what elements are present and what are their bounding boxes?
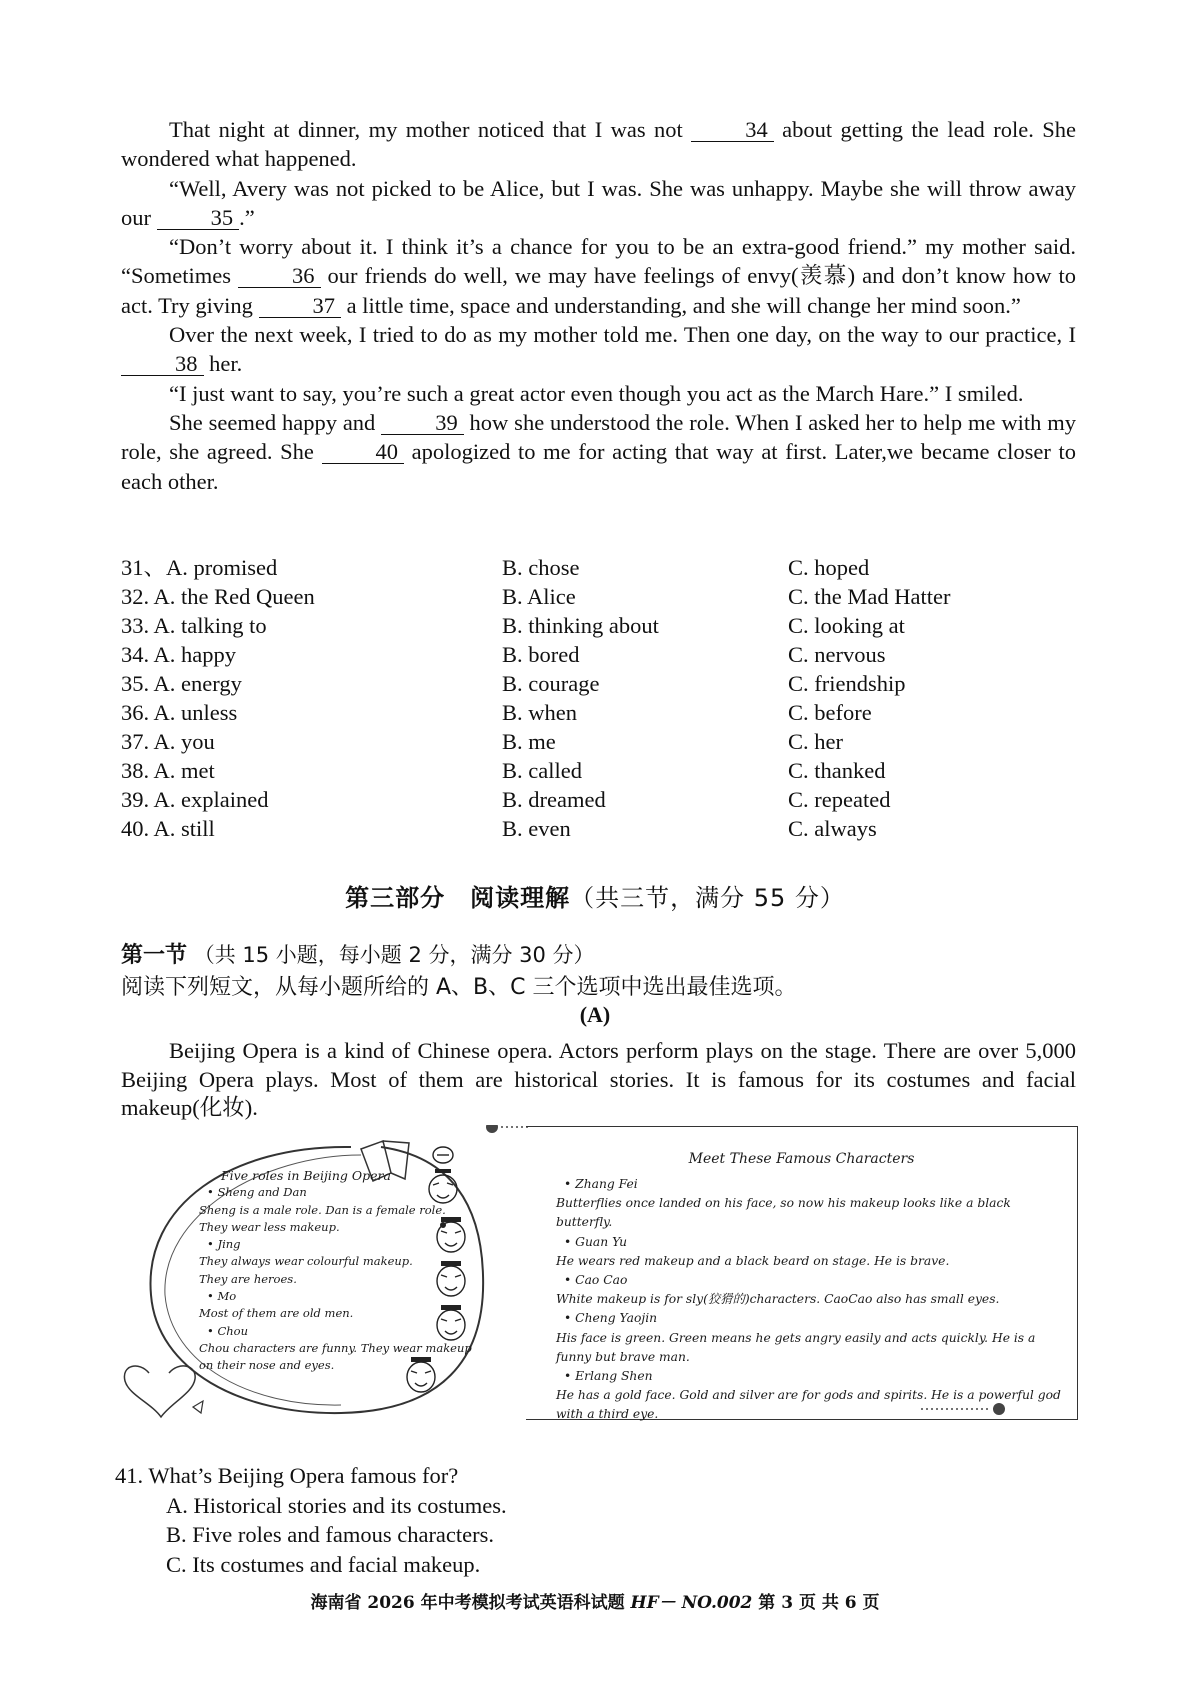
section-1-label: 第一节 <box>121 943 188 968</box>
character-name: • Cao Cao <box>564 1271 1066 1290</box>
character-name: • Zhang Fei <box>564 1175 1066 1194</box>
character-desc: He has a gold face. Gold and silver are for gods and spirits. He is a powerful god with a third eye. <box>556 1388 1061 1422</box>
role-desc: They are heroes. <box>199 1271 297 1286</box>
blank-36: 36 <box>238 265 321 288</box>
heart-icon <box>124 1366 195 1417</box>
option-c: C. looking at <box>788 613 905 638</box>
bead-icon <box>486 1125 498 1133</box>
option-b: B. me <box>502 729 556 754</box>
blank-39: 39 <box>381 412 464 435</box>
character-desc: His face is green. Green means he gets angry easily and acts quickly. He is a funny but brave man. <box>556 1330 1036 1364</box>
paragraph-6 <box>121 408 1076 496</box>
paragraph-2 <box>121 174 1076 233</box>
text: how she understood the role. When I asked her to help me with my role, she agreed. She <box>121 409 1076 465</box>
passage-a-label: (A) <box>579 1002 611 1027</box>
option-b: B. called <box>502 758 582 783</box>
text: .” <box>239 204 255 230</box>
role-desc: Chou characters are funny. They wear makeup <box>199 1340 472 1355</box>
answer-c: C. Its costumes and facial makeup. <box>166 1551 481 1577</box>
text: That night at dinner, my mother noticed that I was not <box>169 117 692 142</box>
option-a: 34. A. happy <box>121 642 236 667</box>
option-c: C. nervous <box>788 642 886 667</box>
option-row <box>121 814 1076 843</box>
role-desc: Most of them are old men. <box>199 1306 354 1321</box>
part-3-title <box>0 878 1190 913</box>
roles-card <box>199 1167 529 1375</box>
section-1-heading <box>121 938 595 969</box>
footer-code: HF－ NO.002 <box>630 1593 753 1613</box>
paragraph-4 <box>121 320 1076 379</box>
option-a: 33. A. talking to <box>121 613 267 638</box>
option-a: 35. A. energy <box>121 671 242 696</box>
section-1-instruction: 阅读下列短文，从每小题所给的 A、B、C 三个选项中选出最佳选项。 <box>121 975 797 1000</box>
famous-card-body <box>556 1175 1066 1425</box>
role-name: • Sheng and Dan <box>207 1184 529 1201</box>
option-row <box>121 611 1076 640</box>
option-row <box>121 785 1076 814</box>
option-row <box>121 553 1076 582</box>
option-c: C. always <box>788 816 877 841</box>
text: a little time, space and understanding, and she will change her mind soon.” <box>341 292 1021 318</box>
part-3-title-detail: （共三节，满分 55 分） <box>570 884 845 912</box>
cloze-passage <box>121 115 1076 496</box>
option-a: 39. A. explained <box>121 787 269 812</box>
text: “Don’t worry about it. I think it’s a chance for you to be an extra-good friend.” my mother said. “Sometimes <box>121 234 1076 289</box>
text: “Well, Avery was not picked to be Alice, but I was. She was unhappy. Maybe she will throw away our <box>121 175 1076 230</box>
character-desc: White makeup is for sly(狡猾的)characters. CaoCao also has small eyes. <box>556 1292 1000 1307</box>
cloze-options <box>121 553 1076 843</box>
option-a: 38. A. met <box>121 758 215 783</box>
question-41-stem: 41. What’s Beijing Opera famous for? <box>115 1463 459 1488</box>
paragraph-5: “I just want to say, you’re such a great actor even though you act as the March Hare.” I smiled. <box>169 380 1024 406</box>
text: Over the next week, I tried to do as my mother told me. Then one day, on the way to our practice, I <box>169 322 1076 348</box>
part-3-title-main: 第三部分 阅读理解 <box>345 884 571 912</box>
paragraph-1 <box>121 115 1076 174</box>
option-c: C. before <box>788 700 872 725</box>
role-desc: They wear less makeup. <box>199 1219 340 1234</box>
option-row <box>121 640 1076 669</box>
arrow-doodle <box>193 1401 203 1413</box>
paragraph-3 <box>121 232 1076 320</box>
role-desc: They always wear colourful makeup. <box>199 1254 413 1269</box>
option-b: B. when <box>502 700 577 725</box>
option-row <box>121 582 1076 611</box>
option-c: C. repeated <box>788 787 891 812</box>
role-name: • Chou <box>207 1323 529 1340</box>
role-name: • Mo <box>207 1288 529 1305</box>
text: apologized to me for acting that way at first. Later,we became closer to each other. <box>121 439 1076 494</box>
option-row <box>121 669 1076 698</box>
blank-35: 35 <box>157 207 240 230</box>
option-a: 36. A. unless <box>121 700 238 725</box>
option-c: C. hoped <box>788 555 870 580</box>
option-c: C. thanked <box>788 758 886 783</box>
option-a: 31、A. promised <box>121 555 278 580</box>
opera-figure <box>121 1125 1081 1420</box>
character-name: • Cheng Yaojin <box>564 1309 1066 1328</box>
option-b: B. even <box>502 816 571 841</box>
answer-b: B. Five roles and famous characters. <box>166 1522 495 1548</box>
role-desc: Sheng is a male role. Dan is a female role. <box>199 1202 446 1217</box>
option-row <box>121 698 1076 727</box>
text: our friends do well, we may have feelings of envy(羡慕) and don’t know how to act. Try giving <box>121 263 1077 318</box>
answer-a: A. Historical stories and its costumes. <box>166 1493 507 1518</box>
option-b: B. bored <box>502 642 580 667</box>
footer-title: 海南省 2026 年中考模拟考试英语科试题 <box>310 1593 631 1613</box>
character-name: • Erlang Shen <box>564 1367 1066 1386</box>
character-desc: Butterflies once landed on his face, so now his makeup looks like a black butterfly. <box>556 1196 1011 1230</box>
role-desc: on their nose and eyes. <box>199 1358 335 1373</box>
option-b: B. Alice <box>502 584 576 609</box>
option-c: C. friendship <box>788 671 906 696</box>
option-a: 32. A. the Red Queen <box>121 584 315 609</box>
section-1-detail: （共 15 小题，每小题 2 分，满分 30 分） <box>187 943 595 967</box>
footer-page: 第 3 页 共 6 页 <box>752 1593 880 1613</box>
option-a: 37. A. you <box>121 729 215 754</box>
text: about getting the lead role. She wondered what happened. <box>121 117 1077 172</box>
famous-characters-card <box>526 1126 1078 1420</box>
blank-34: 34 <box>691 119 774 142</box>
option-b: B. chose <box>502 555 580 580</box>
option-b: B. courage <box>502 671 600 696</box>
option-a: 40. A. still <box>121 816 215 841</box>
blank-40: 40 <box>322 441 405 464</box>
option-c: C. the Mad Hatter <box>788 584 951 609</box>
role-name: • Jing <box>207 1236 529 1253</box>
option-b: B. thinking about <box>502 613 659 638</box>
passage-a-intro: Beijing Opera is a kind of Chinese opera. Actors perform plays on the stage. There are over 5,000 Beijing Opera plays. Most of them are historical stories. It is famous for its costumes and facial makeup(化妆). <box>121 1038 1076 1120</box>
page-footer <box>0 1588 1190 1613</box>
famous-card-title: Meet These Famous Characters <box>688 1151 915 1167</box>
question-41-options <box>166 1491 507 1579</box>
text: her. <box>203 351 243 377</box>
text: She seemed happy and <box>169 409 382 435</box>
character-desc: He wears red makeup and a black beard on stage. He is brave. <box>556 1253 950 1268</box>
option-b: B. dreamed <box>502 787 606 812</box>
character-name: • Guan Yu <box>564 1233 1066 1252</box>
option-row <box>121 727 1076 756</box>
roles-card-title: Five roles in Beijing Opera <box>221 1168 391 1183</box>
option-c: C. her <box>788 729 843 754</box>
blank-38: 38 <box>121 353 204 376</box>
option-row <box>121 756 1076 785</box>
blank-37: 37 <box>259 295 342 318</box>
